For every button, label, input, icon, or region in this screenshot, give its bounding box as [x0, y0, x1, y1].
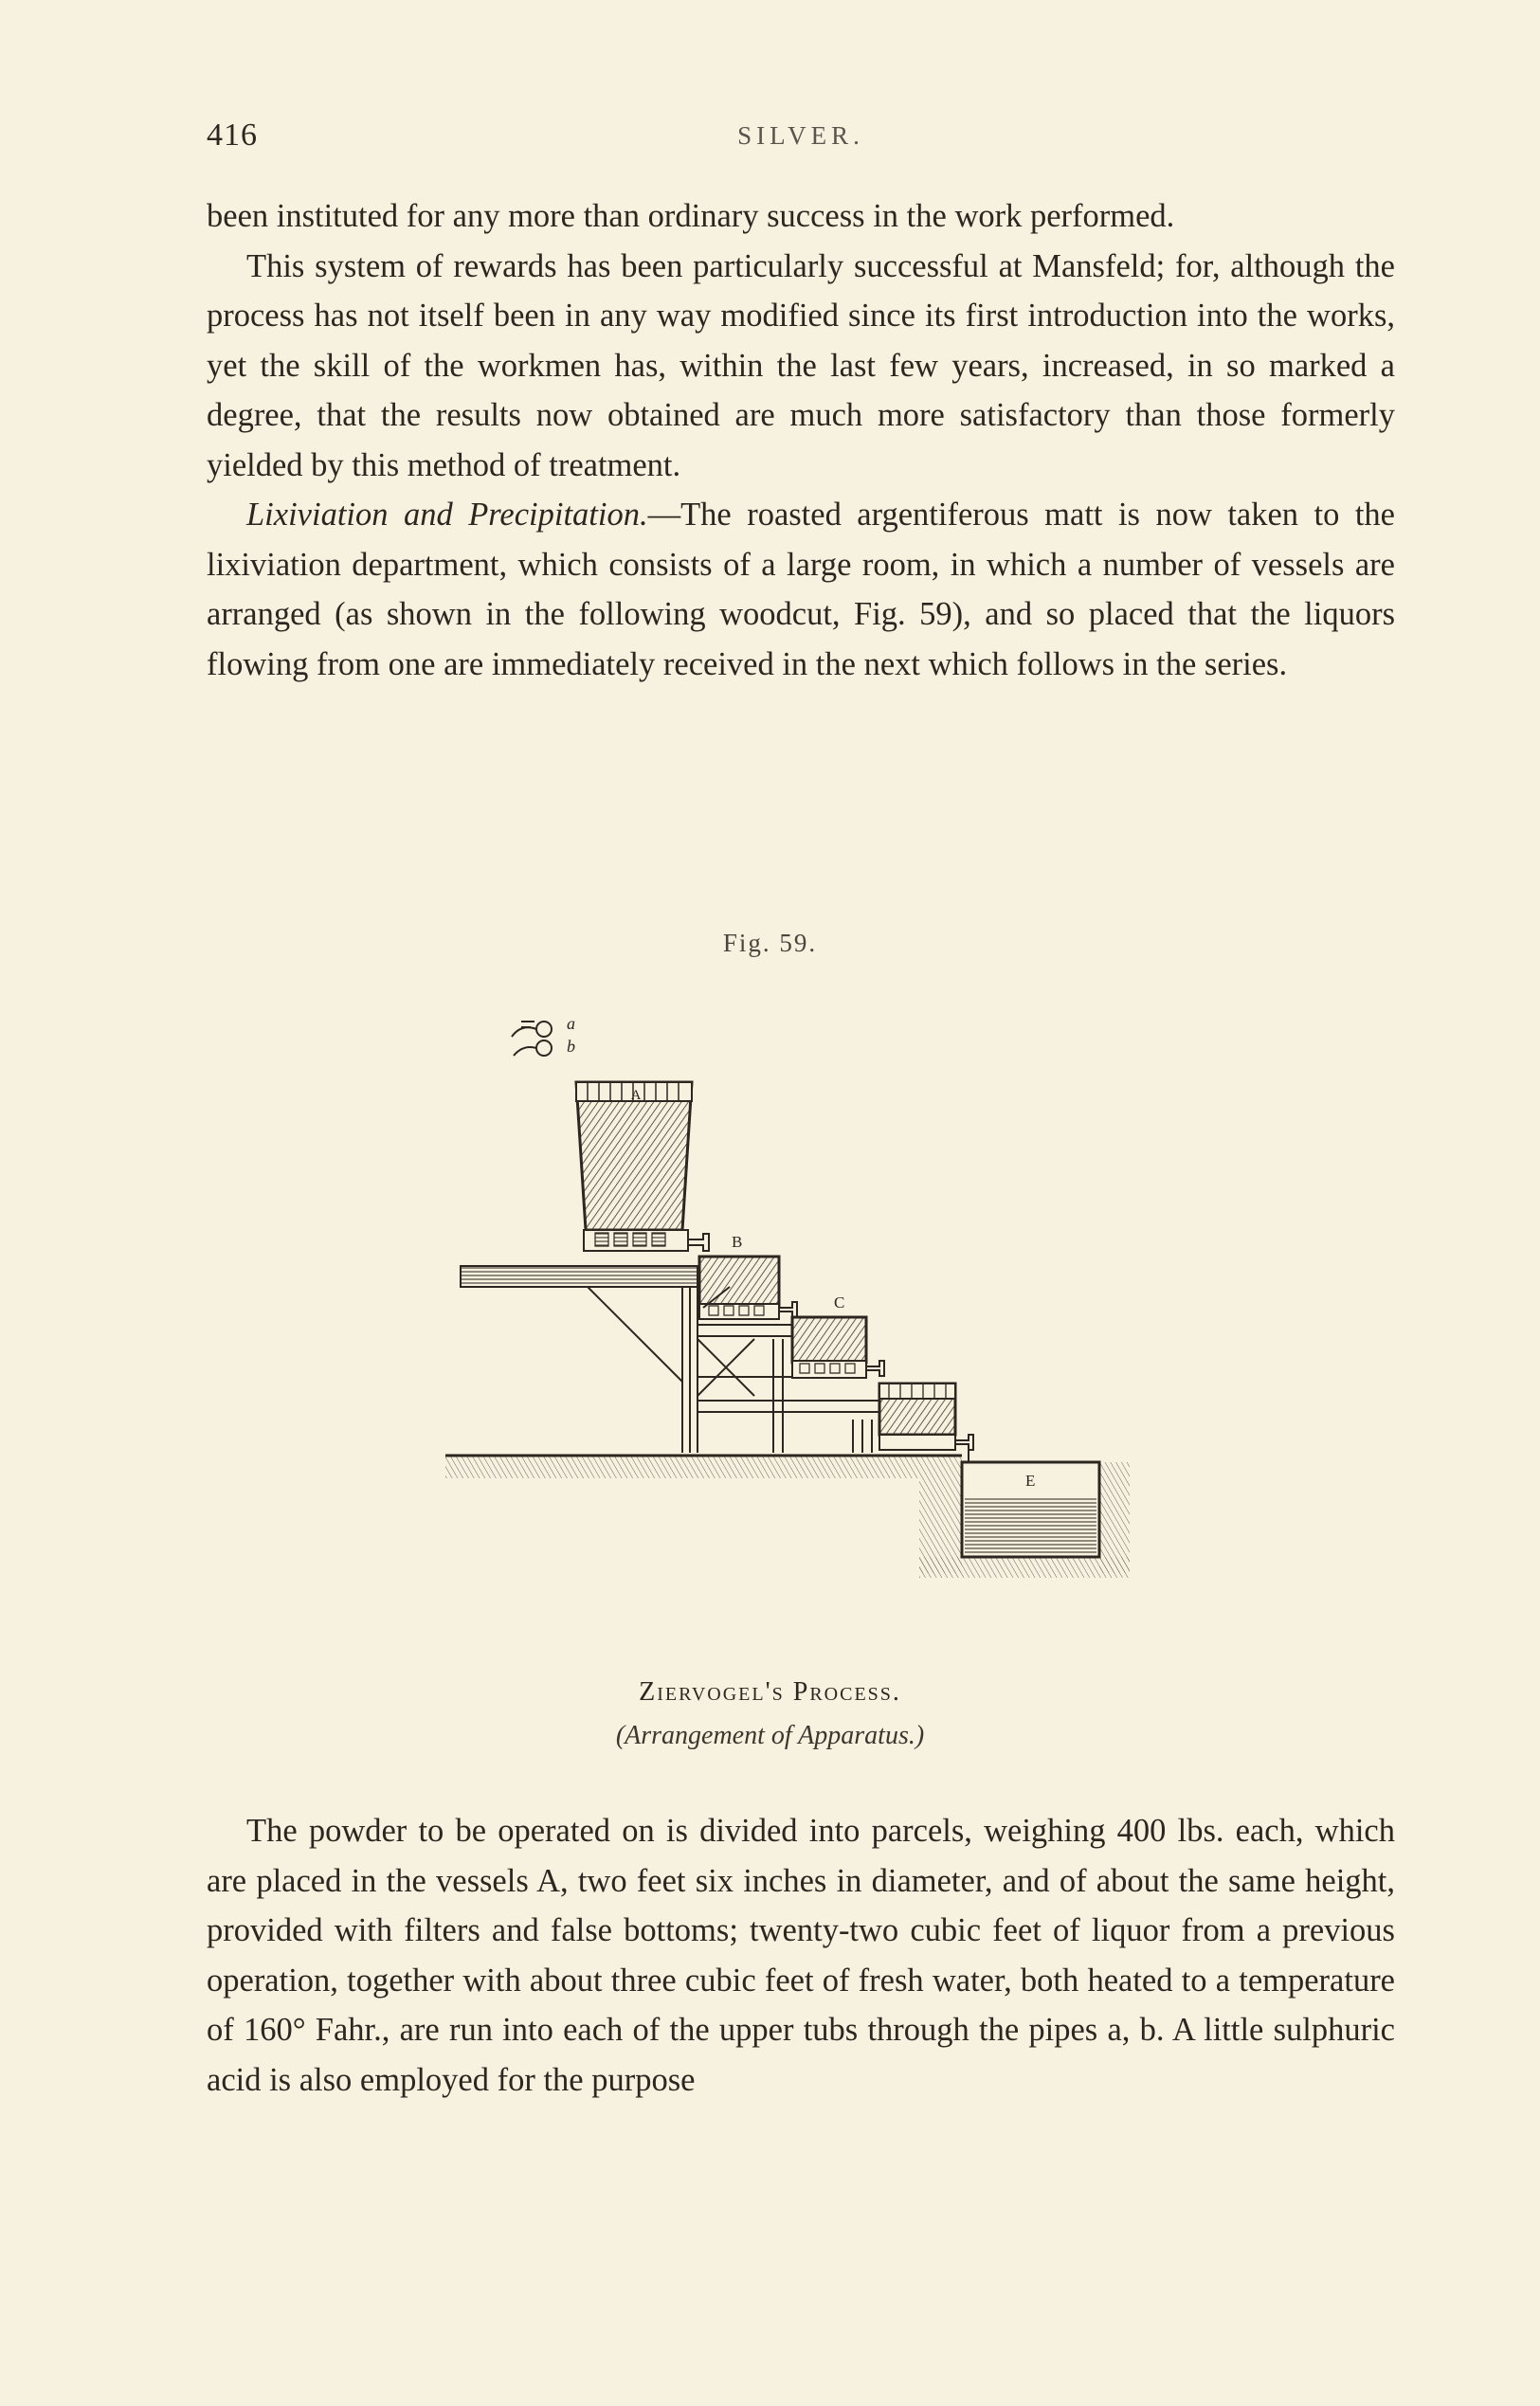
- vessel-c: [792, 1317, 884, 1378]
- label-E: E: [1025, 1472, 1036, 1490]
- running-head: SILVER.: [737, 121, 864, 150]
- figure-caption-subtitle: (Arrangement of Apparatus.): [615, 1721, 925, 1750]
- vessel-a: [576, 1082, 709, 1251]
- figure-apparatus: [445, 1012, 1137, 1619]
- label-A: A: [630, 1088, 642, 1103]
- paragraph: The powder to be operated on is divided into parcels, weighing 400 lbs. each, which are placed in the vessels A, two feet six inches in diameter, and of about the same height, provided with filters and false bottoms; twenty-two cubic feet of liquor from a previous operation, together with about three cubic feet of fresh water, both heated to a temperature of 160° Fahr., are run into each of the upper tubs through the pipes a, b. A little sulphuric acid is also employed for the purpose: [207, 1813, 1395, 2098]
- label-b: b: [567, 1037, 575, 1056]
- text-block-top: [207, 191, 1395, 689]
- section-heading: Lixiviation and Precipitation.: [246, 497, 648, 533]
- figure-caption-title: Ziervogel's Process.: [639, 1677, 901, 1707]
- paragraph: This system of rewards has been particularly successful at Mansfeld; for, although the process has not itself been in any way modified since its first introduction into the works, yet the skill of the workmen has, within the last few years, increased, in so marked a degree, that the results now obtained are much more satisfactory than those formerly yielded by this method of treatment.: [207, 247, 1395, 483]
- label-a: a: [567, 1014, 575, 1033]
- label-C: C: [834, 1293, 845, 1312]
- page-number: 416: [207, 118, 258, 153]
- vessel-d: [879, 1384, 973, 1461]
- figure-label: Fig. 59.: [722, 929, 818, 957]
- paragraph: [207, 490, 1395, 689]
- paragraph: been instituted for any more than ordinary success in the work performed.: [207, 198, 1175, 234]
- text-block-bottom: [207, 1806, 1395, 2105]
- pipes-ab: [512, 1022, 552, 1056]
- page-header: [207, 118, 1395, 165]
- paragraph-text: —The roasted argentiferous matt is now taken to the lixiviation department, which consists of a large room, in which a number of vessels are arranged (as shown in the following woodcut, Fig. 59), and so placed that the liquors flowing from one are immediately received in the next which follows in the series.: [207, 497, 1395, 682]
- label-B: B: [732, 1233, 743, 1251]
- vessel-b: [699, 1257, 797, 1319]
